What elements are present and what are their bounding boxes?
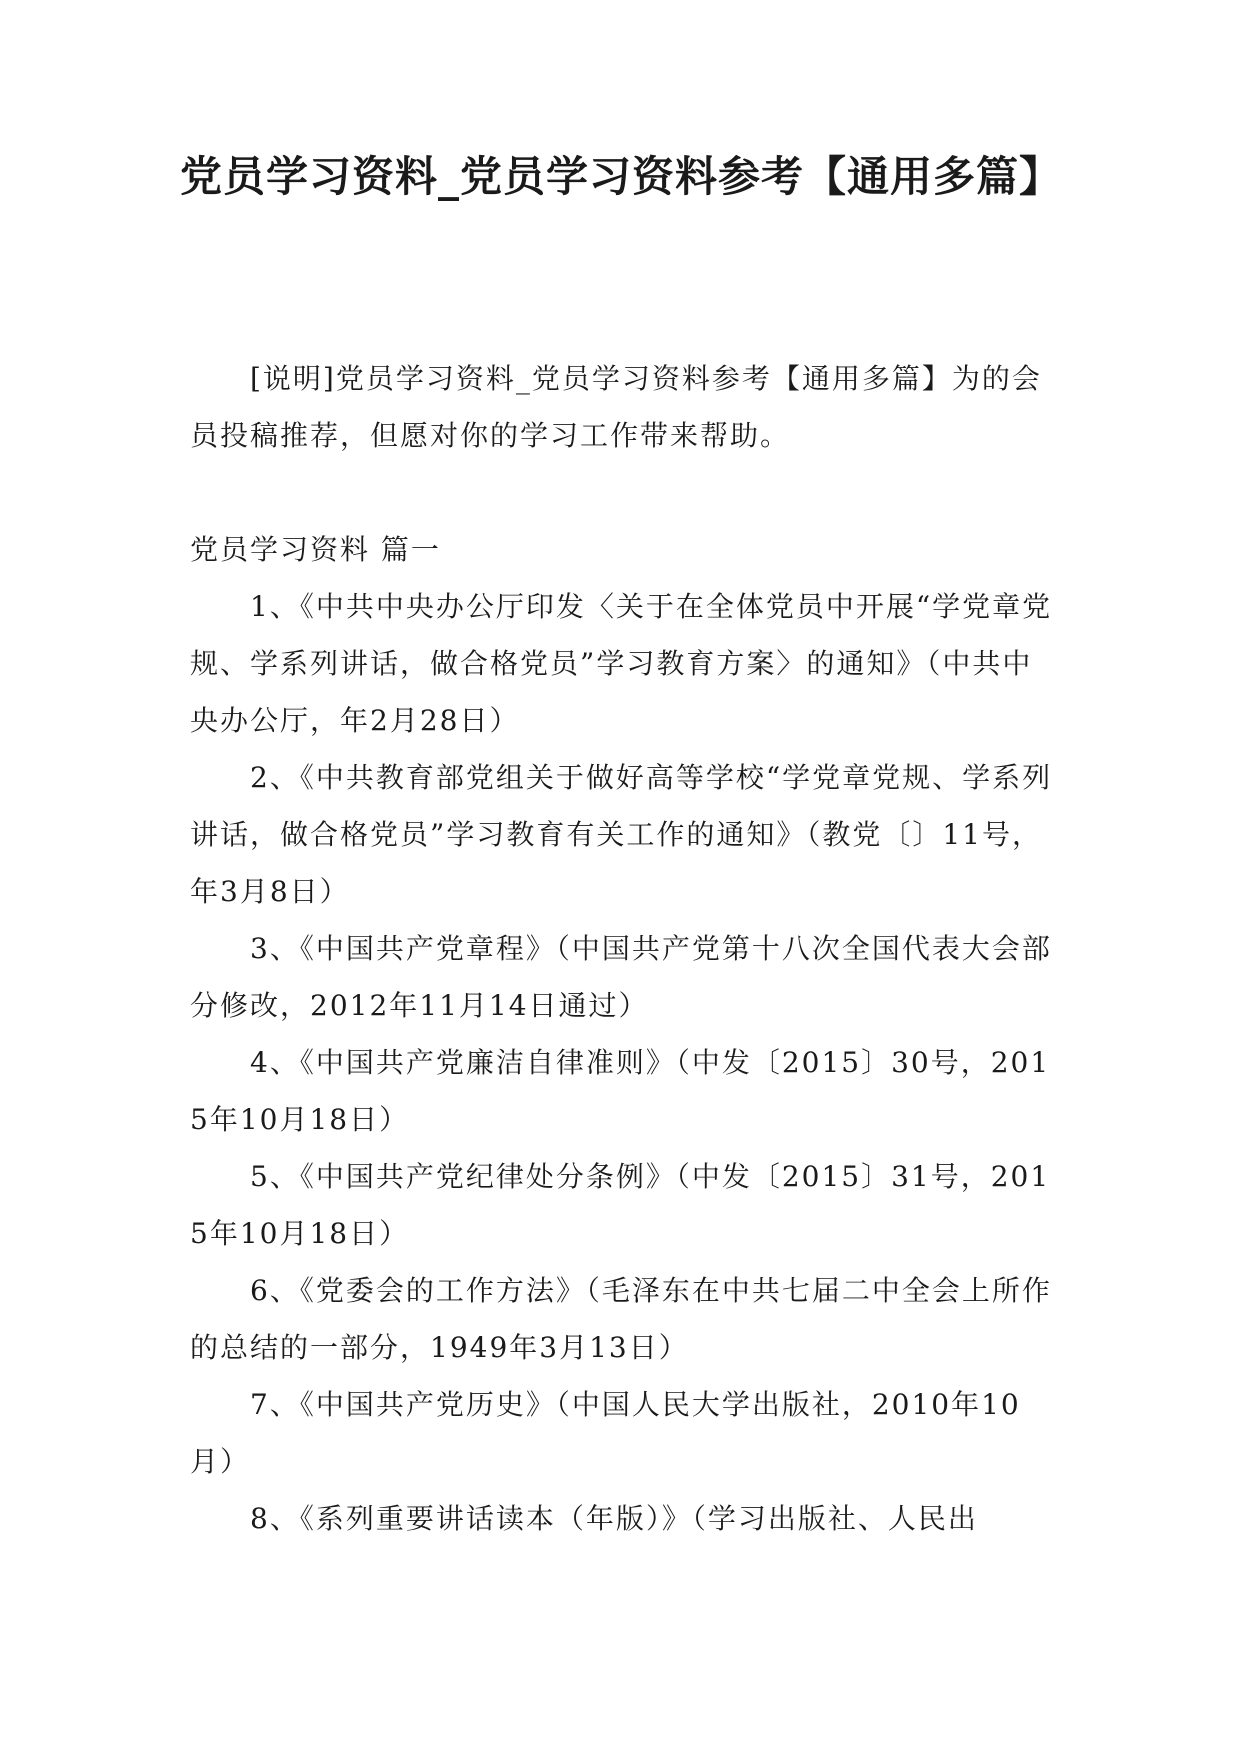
intro-paragraph: [说明]党员学习资料_党员学习资料参考【通用多篇】为的会员投稿推荐，但愿对你的学习工作带来帮助。 [190, 362, 1042, 452]
document-title: 党员学习资料_党员学习资料参考【通用多篇】 [180, 152, 1063, 201]
list-item: 7、《中国共产党历史》（中国人民大学出版社，2010年10月） [190, 1388, 1021, 1478]
paragraph-gap [190, 464, 1058, 521]
list-item: 8、《系列重要讲话读本（年版）》（学习出版社、人民出 [250, 1502, 978, 1535]
list-item: 6、《党委会的工作方法》（毛泽东在中共七届二中全会上所作的总结的一部分，1949年3月13日） [190, 1274, 1052, 1364]
list-item: 5、《中国共产党纪律处分条例》（中发〔2015〕31号，2015年10月18日） [190, 1160, 1051, 1250]
list-item: 3、《中国共产党章程》（中国共产党第十八次全国代表大会部分修改，2012年11月14日通过） [190, 932, 1052, 1022]
list-item: 1、《中共中央办公厅印发〈关于在全体党员中开展“学党章党规、学系列讲话，做合格党员”学习教育方案〉的通知》（中共中央办公厅，年2月28日） [190, 590, 1053, 737]
document-body [190, 350, 1058, 1547]
list-item: 2、《中共教育部党组关于做好高等学校“学党章党规、学系列讲话，做合格党员”学习教育有关工作的通知》（教党〔〕11号，年3月8日） [190, 761, 1053, 908]
list-item: 4、《中国共产党廉洁自律准则》（中发〔2015〕30号，2015年10月18日） [190, 1046, 1051, 1136]
section-heading: 党员学习资料 篇一 [190, 533, 441, 566]
